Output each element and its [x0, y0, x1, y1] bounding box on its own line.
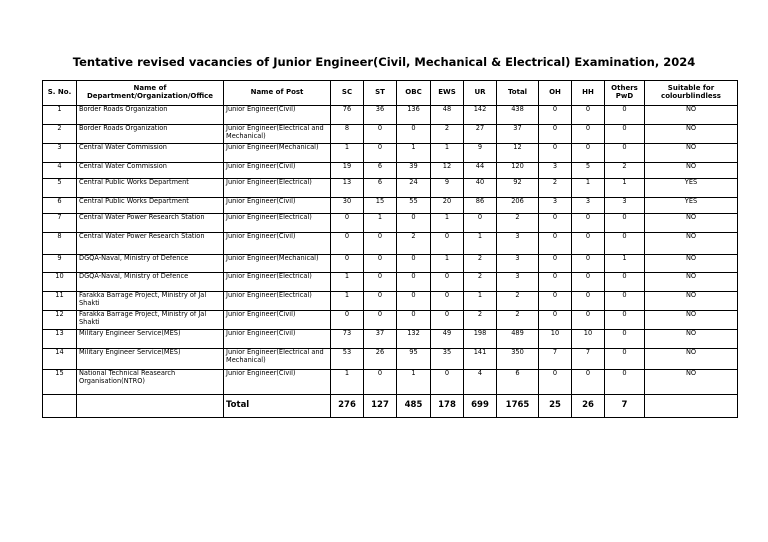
cell-total: 6: [497, 370, 539, 395]
cell-hh: 0: [572, 255, 605, 273]
cell-ews: 20: [431, 198, 464, 214]
cell-others: 0: [605, 370, 645, 395]
cell-suitable: YES: [645, 179, 738, 198]
cell-sc: 30: [331, 198, 364, 214]
cell-sc: 1: [331, 273, 364, 292]
cell-oh: 10: [539, 330, 572, 349]
cell-dept: Central Water Commission: [77, 163, 224, 179]
cell-sc: 0: [331, 233, 364, 255]
cell-ur: 142: [464, 106, 497, 125]
cell-ur: 44: [464, 163, 497, 179]
cell-post: Junior Engineer(Civil): [224, 233, 331, 255]
cell-suitable: NO: [645, 106, 738, 125]
cell-others: 0: [605, 233, 645, 255]
cell-ur: 141: [464, 349, 497, 370]
cell-sc: 76: [331, 106, 364, 125]
cell-ur: 2: [464, 255, 497, 273]
cell-sc: 8: [331, 125, 364, 144]
cell-oh: 0: [539, 106, 572, 125]
header-oh: OH: [539, 81, 572, 106]
cell-total: 2: [497, 214, 539, 233]
cell-obc: 0: [397, 214, 431, 233]
cell-st: 6: [364, 179, 397, 198]
cell-dept: Farakka Barrage Project, Ministry of Jal Shakti: [77, 292, 224, 311]
cell-ews: 0: [431, 370, 464, 395]
cell-hh: 0: [572, 311, 605, 330]
total-obc: 485: [397, 395, 431, 418]
cell-ews: 0: [431, 233, 464, 255]
cell-dept: Central Water Commission: [77, 144, 224, 163]
cell-post: Junior Engineer(Mechanical): [224, 144, 331, 163]
table-row: [43, 370, 738, 395]
cell-post: Junior Engineer(Mechanical): [224, 255, 331, 273]
cell-others: 0: [605, 273, 645, 292]
cell-total: 2: [497, 311, 539, 330]
table-row: [43, 311, 738, 330]
cell-others: 0: [605, 106, 645, 125]
cell-total: 3: [497, 233, 539, 255]
cell-suitable: NO: [645, 292, 738, 311]
table-row: [43, 255, 738, 273]
header-sno: S. No.: [43, 81, 77, 106]
cell-ur: 4: [464, 370, 497, 395]
cell-oh: 0: [539, 233, 572, 255]
cell-dept: Central Public Works Department: [77, 179, 224, 198]
cell-ews: 35: [431, 349, 464, 370]
total-st: 127: [364, 395, 397, 418]
cell-dept: DGQA-Naval, Ministry of Defence: [77, 255, 224, 273]
total-total: 1765: [497, 395, 539, 418]
header-total: Total: [497, 81, 539, 106]
cell-hh: 0: [572, 292, 605, 311]
cell-sno: 8: [43, 233, 77, 255]
cell-suitable: NO: [645, 163, 738, 179]
cell-dept: Military Engineer Service(MES): [77, 349, 224, 370]
cell-st: 0: [364, 255, 397, 273]
cell-sc: 1: [331, 292, 364, 311]
cell-post: Junior Engineer(Civil): [224, 311, 331, 330]
cell-suitable: NO: [645, 144, 738, 163]
cell-suitable: NO: [645, 349, 738, 370]
cell-obc: 24: [397, 179, 431, 198]
cell-ur: 9: [464, 144, 497, 163]
total-ur: 699: [464, 395, 497, 418]
total-empty-cell: [77, 395, 224, 418]
table-row: [43, 292, 738, 311]
cell-others: 1: [605, 179, 645, 198]
total-hh: 26: [572, 395, 605, 418]
table-row: [43, 179, 738, 198]
cell-oh: 0: [539, 214, 572, 233]
cell-hh: 10: [572, 330, 605, 349]
vacancy-table: [42, 80, 738, 418]
cell-st: 26: [364, 349, 397, 370]
cell-dept: Central Public Works Department: [77, 198, 224, 214]
cell-ur: 1: [464, 292, 497, 311]
cell-ur: 27: [464, 125, 497, 144]
table-header-row: [43, 81, 738, 106]
table-row: [43, 273, 738, 292]
cell-st: 37: [364, 330, 397, 349]
cell-sno: 12: [43, 311, 77, 330]
cell-post: Junior Engineer(Electrical): [224, 273, 331, 292]
cell-obc: 0: [397, 255, 431, 273]
cell-sc: 1: [331, 370, 364, 395]
cell-ews: 12: [431, 163, 464, 179]
cell-ur: 198: [464, 330, 497, 349]
cell-st: 0: [364, 273, 397, 292]
cell-post: Junior Engineer(Electrical): [224, 292, 331, 311]
cell-sno: 10: [43, 273, 77, 292]
cell-ur: 0: [464, 214, 497, 233]
cell-ews: 1: [431, 214, 464, 233]
cell-ews: 9: [431, 179, 464, 198]
cell-suitable: YES: [645, 198, 738, 214]
cell-st: 0: [364, 370, 397, 395]
cell-sno: 13: [43, 330, 77, 349]
cell-ur: 86: [464, 198, 497, 214]
cell-suitable: NO: [645, 214, 738, 233]
cell-sno: 5: [43, 179, 77, 198]
cell-hh: 7: [572, 349, 605, 370]
table-row: [43, 198, 738, 214]
total-empty-cell: [43, 395, 77, 418]
header-ur: UR: [464, 81, 497, 106]
cell-dept: National Technical Reasearch Organisation(NTRO): [77, 370, 224, 395]
cell-others: 0: [605, 349, 645, 370]
cell-ews: 1: [431, 255, 464, 273]
cell-dept: Farakka Barrage Project, Ministry of Jal Shakti: [77, 311, 224, 330]
cell-ews: 0: [431, 292, 464, 311]
total-ews: 178: [431, 395, 464, 418]
cell-ews: 48: [431, 106, 464, 125]
cell-total: 12: [497, 144, 539, 163]
cell-post: Junior Engineer(Civil): [224, 163, 331, 179]
cell-hh: 0: [572, 106, 605, 125]
cell-dept: Border Roads Organization: [77, 106, 224, 125]
cell-others: 2: [605, 163, 645, 179]
table-row: [43, 144, 738, 163]
cell-ews: 1: [431, 144, 464, 163]
cell-st: 0: [364, 292, 397, 311]
cell-hh: 0: [572, 273, 605, 292]
cell-others: 0: [605, 292, 645, 311]
cell-oh: 3: [539, 198, 572, 214]
cell-others: 0: [605, 144, 645, 163]
cell-sc: 0: [331, 214, 364, 233]
cell-sc: 19: [331, 163, 364, 179]
cell-post: Junior Engineer(Electrical and Mechanical): [224, 349, 331, 370]
cell-st: 0: [364, 144, 397, 163]
cell-hh: 3: [572, 198, 605, 214]
cell-sno: 14: [43, 349, 77, 370]
cell-obc: 95: [397, 349, 431, 370]
cell-dept: Central Water Power Research Station: [77, 233, 224, 255]
cell-post: Junior Engineer(Civil): [224, 106, 331, 125]
cell-oh: 0: [539, 370, 572, 395]
total-oh: 25: [539, 395, 572, 418]
cell-ews: 2: [431, 125, 464, 144]
cell-obc: 55: [397, 198, 431, 214]
cell-total: 2: [497, 292, 539, 311]
cell-oh: 0: [539, 273, 572, 292]
cell-hh: 0: [572, 144, 605, 163]
table-row: [43, 330, 738, 349]
cell-oh: 0: [539, 311, 572, 330]
cell-suitable: NO: [645, 273, 738, 292]
cell-total: 438: [497, 106, 539, 125]
cell-hh: 5: [572, 163, 605, 179]
cell-post: Junior Engineer(Electrical): [224, 214, 331, 233]
cell-total: 350: [497, 349, 539, 370]
totals-row: [43, 395, 738, 418]
cell-others: 0: [605, 311, 645, 330]
cell-ur: 40: [464, 179, 497, 198]
header-st: ST: [364, 81, 397, 106]
cell-st: 0: [364, 311, 397, 330]
cell-st: 0: [364, 233, 397, 255]
cell-sno: 7: [43, 214, 77, 233]
cell-oh: 0: [539, 255, 572, 273]
cell-sno: 2: [43, 125, 77, 144]
cell-oh: 0: [539, 125, 572, 144]
cell-sc: 73: [331, 330, 364, 349]
cell-suitable: NO: [645, 311, 738, 330]
cell-obc: 0: [397, 125, 431, 144]
cell-suitable: NO: [645, 330, 738, 349]
total-others: 7: [605, 395, 645, 418]
cell-ews: 49: [431, 330, 464, 349]
cell-oh: 3: [539, 163, 572, 179]
cell-ur: 2: [464, 311, 497, 330]
cell-post: Junior Engineer(Civil): [224, 198, 331, 214]
cell-hh: 1: [572, 179, 605, 198]
cell-sno: 11: [43, 292, 77, 311]
cell-sno: 3: [43, 144, 77, 163]
cell-hh: 0: [572, 125, 605, 144]
cell-st: 1: [364, 214, 397, 233]
cell-dept: DGQA-Naval, Ministry of Defence: [77, 273, 224, 292]
cell-hh: 0: [572, 233, 605, 255]
cell-st: 36: [364, 106, 397, 125]
cell-ur: 1: [464, 233, 497, 255]
header-obc: OBC: [397, 81, 431, 106]
cell-sc: 0: [331, 255, 364, 273]
cell-total: 92: [497, 179, 539, 198]
cell-hh: 0: [572, 214, 605, 233]
cell-obc: 2: [397, 233, 431, 255]
cell-obc: 0: [397, 292, 431, 311]
header-others-pwd: Others PwD: [605, 81, 645, 106]
cell-sno: 6: [43, 198, 77, 214]
cell-post: Junior Engineer(Civil): [224, 330, 331, 349]
header-department: Name of Department/Organization/Office: [77, 81, 224, 106]
cell-others: 3: [605, 198, 645, 214]
cell-others: 0: [605, 214, 645, 233]
cell-obc: 39: [397, 163, 431, 179]
cell-sc: 0: [331, 311, 364, 330]
cell-total: 120: [497, 163, 539, 179]
cell-obc: 0: [397, 311, 431, 330]
cell-total: 489: [497, 330, 539, 349]
cell-obc: 132: [397, 330, 431, 349]
total-sc: 276: [331, 395, 364, 418]
cell-obc: 1: [397, 370, 431, 395]
cell-ews: 0: [431, 311, 464, 330]
cell-suitable: NO: [645, 233, 738, 255]
cell-dept: Border Roads Organization: [77, 125, 224, 144]
table-row: [43, 349, 738, 370]
document-title: Tentative revised vacancies of Junior Engineer(Civil, Mechanical & Electrical) Examination, 2024: [72, 55, 696, 69]
cell-post: Junior Engineer(Civil): [224, 370, 331, 395]
table-row: [43, 163, 738, 179]
cell-ews: 0: [431, 273, 464, 292]
table-row: [43, 106, 738, 125]
header-hh: HH: [572, 81, 605, 106]
cell-oh: 2: [539, 179, 572, 198]
cell-st: 15: [364, 198, 397, 214]
cell-hh: 0: [572, 370, 605, 395]
cell-st: 6: [364, 163, 397, 179]
header-sc: SC: [331, 81, 364, 106]
cell-sc: 1: [331, 144, 364, 163]
header-ews: EWS: [431, 81, 464, 106]
table-row: [43, 233, 738, 255]
cell-sno: 9: [43, 255, 77, 273]
cell-others: 0: [605, 125, 645, 144]
cell-obc: 136: [397, 106, 431, 125]
cell-total: 37: [497, 125, 539, 144]
cell-total: 206: [497, 198, 539, 214]
header-post: Name of Post: [224, 81, 331, 106]
cell-oh: 0: [539, 144, 572, 163]
cell-oh: 0: [539, 292, 572, 311]
total-label: Total: [224, 395, 331, 418]
cell-dept: Military Engineer Service(MES): [77, 330, 224, 349]
cell-oh: 7: [539, 349, 572, 370]
cell-sno: 4: [43, 163, 77, 179]
cell-suitable: NO: [645, 370, 738, 395]
cell-obc: 1: [397, 144, 431, 163]
cell-st: 0: [364, 125, 397, 144]
header-suitable: Suitable for colourblindless: [645, 81, 738, 106]
cell-post: Junior Engineer(Electrical): [224, 179, 331, 198]
table-row: [43, 125, 738, 144]
cell-dept: Central Water Power Research Station: [77, 214, 224, 233]
cell-suitable: NO: [645, 255, 738, 273]
cell-others: 0: [605, 330, 645, 349]
cell-others: 1: [605, 255, 645, 273]
total-empty-cell: [645, 395, 738, 418]
cell-sno: 1: [43, 106, 77, 125]
cell-total: 3: [497, 273, 539, 292]
cell-ur: 2: [464, 273, 497, 292]
cell-sc: 13: [331, 179, 364, 198]
table-row: [43, 214, 738, 233]
cell-sc: 53: [331, 349, 364, 370]
cell-sno: 15: [43, 370, 77, 395]
cell-total: 3: [497, 255, 539, 273]
cell-obc: 0: [397, 273, 431, 292]
cell-post: Junior Engineer(Electrical and Mechanical): [224, 125, 331, 144]
cell-suitable: NO: [645, 125, 738, 144]
